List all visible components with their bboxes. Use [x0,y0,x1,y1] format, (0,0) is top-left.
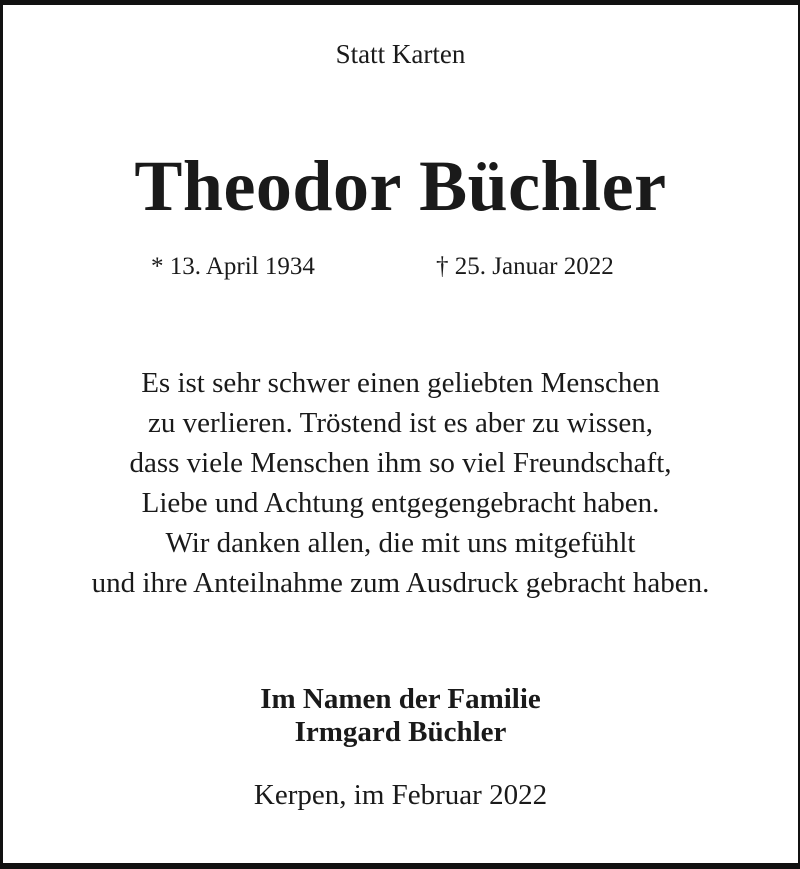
condolence-text [3,363,798,603]
notice-header: Statt Karten [335,39,466,69]
signer-line: Irmgard Büchler [294,716,507,748]
text-line: zu verlieren. Tröstend ist es aber zu wissen, [148,407,653,439]
text-line: Liebe und Achtung entgegengebracht haben. [141,487,660,519]
text-line: Wir danken allen, die mit uns mitgefühlt [165,527,636,559]
text-line: und ihre Anteilnahme zum Ausdruck gebracht haben. [91,567,710,599]
death-date: † 25. Januar 2022 [436,253,614,280]
text-line: dass viele Menschen ihm so viel Freundschaft, [129,447,672,479]
text-line: Es ist sehr schwer einen geliebten Menschen [141,367,660,399]
place-date: Kerpen, im Februar 2022 [253,779,548,811]
deceased-name: Theodor Büchler [134,146,667,226]
birth-date: * 13. April 1934 [151,253,315,280]
signer-line: Im Namen der Familie [260,683,541,715]
signature-block [3,683,798,749]
